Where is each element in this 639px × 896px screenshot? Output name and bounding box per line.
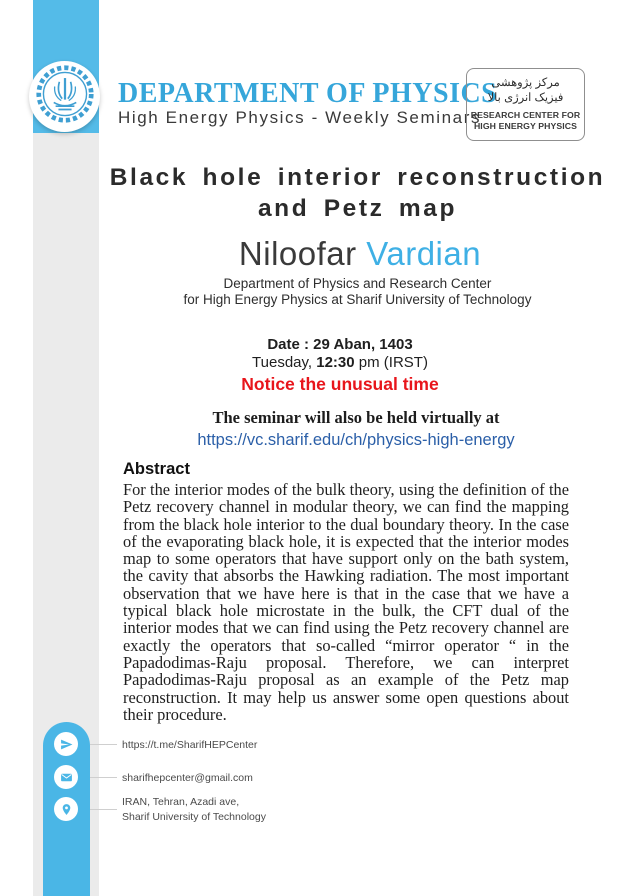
email-icon[interactable] (54, 765, 78, 789)
telegram-connector-line (90, 744, 117, 745)
research-center-english-line2: HIGH ENERGY PHYSICS (473, 120, 578, 131)
university-emblem-icon (35, 64, 95, 129)
email-connector-line (90, 777, 117, 778)
address-text (122, 795, 266, 825)
speaker-name (75, 235, 639, 273)
seminar-time-zone: pm (IRST) (354, 354, 428, 371)
telegram-icon[interactable] (54, 732, 78, 756)
speaker-first-name: Niloofar (238, 235, 367, 272)
seminar-date: Date : 29 Aban, 1403 (267, 336, 413, 353)
abstract-body: For the interior modes of the bulk theory, using the definition of the Petz recovery channel in modular theory, we can find the mapping from the black hole interior to the dual boundary theory. In the case of the evaporating black hole, it is expected that the interior modes map to some operators that have support only on the bath system, the cavity that absorbs the Hawking radiation. The most important observation that we have here is that in the case that we have a typical black hole microstate in the bulk, the CFT dual of the interior modes that we can find using the Petz recovery channel are exactly the operators that so-called “mirror operator “ in the Papadodimas-Raju proposal. Therefore, we can interpret Papadodimas-Raju proposal as an example of the Petz map reconstruction. It may help us answer some open questions about their procedure. (123, 480, 569, 724)
unusual-time-notice: Notice the unusual time (241, 374, 439, 394)
seminar-day: Tuesday, (252, 354, 317, 371)
research-center-persian-line2: فیزیک انرژی بالا (487, 92, 564, 104)
email-link[interactable]: sharifhepcenter@gmail.com (122, 772, 253, 784)
affiliation-line2: for High Energy Physics at Sharif University of Technology (183, 291, 532, 307)
talk-title (75, 162, 639, 224)
abstract-heading: Abstract (123, 460, 190, 478)
speaker-affiliation (75, 276, 639, 307)
address-line2: Sharif University of Technology (122, 811, 266, 823)
location-icon (54, 797, 78, 821)
seminar-time (40, 354, 639, 372)
talk-title-line2: and Petz map (257, 195, 458, 222)
virtual-attendance-block (73, 408, 639, 450)
research-center-persian-line1: مرکز پژوهشی (491, 77, 560, 89)
address-line1: IRAN, Tehran, Azadi ave, (122, 796, 240, 808)
location-connector-line (90, 809, 117, 810)
affiliation-line1: Department of Physics and Research Center (223, 276, 492, 291)
department-title: DEPARTMENT OF PHYSICS (118, 78, 498, 109)
virtual-attendance-text: The seminar will also be held virtually at (212, 408, 500, 427)
sharif-university-logo (29, 61, 100, 132)
department-subtitle: High Energy Physics - Weekly Seminars (118, 108, 482, 127)
research-center-english (467, 110, 584, 131)
telegram-link[interactable]: https://t.me/SharifHEPCenter (122, 739, 258, 751)
seminar-time-value: 12:30 (316, 354, 355, 371)
talk-title-line1: Black hole interior reconstruction (109, 164, 606, 191)
virtual-meeting-link[interactable]: https://vc.sharif.edu/ch/physics-high-energy (197, 431, 515, 449)
speaker-last-name: Vardian (366, 235, 482, 272)
research-center-english-line1: RESEARCH CENTER FOR (470, 110, 581, 120)
research-center-box (466, 68, 585, 141)
date-block (40, 336, 639, 395)
